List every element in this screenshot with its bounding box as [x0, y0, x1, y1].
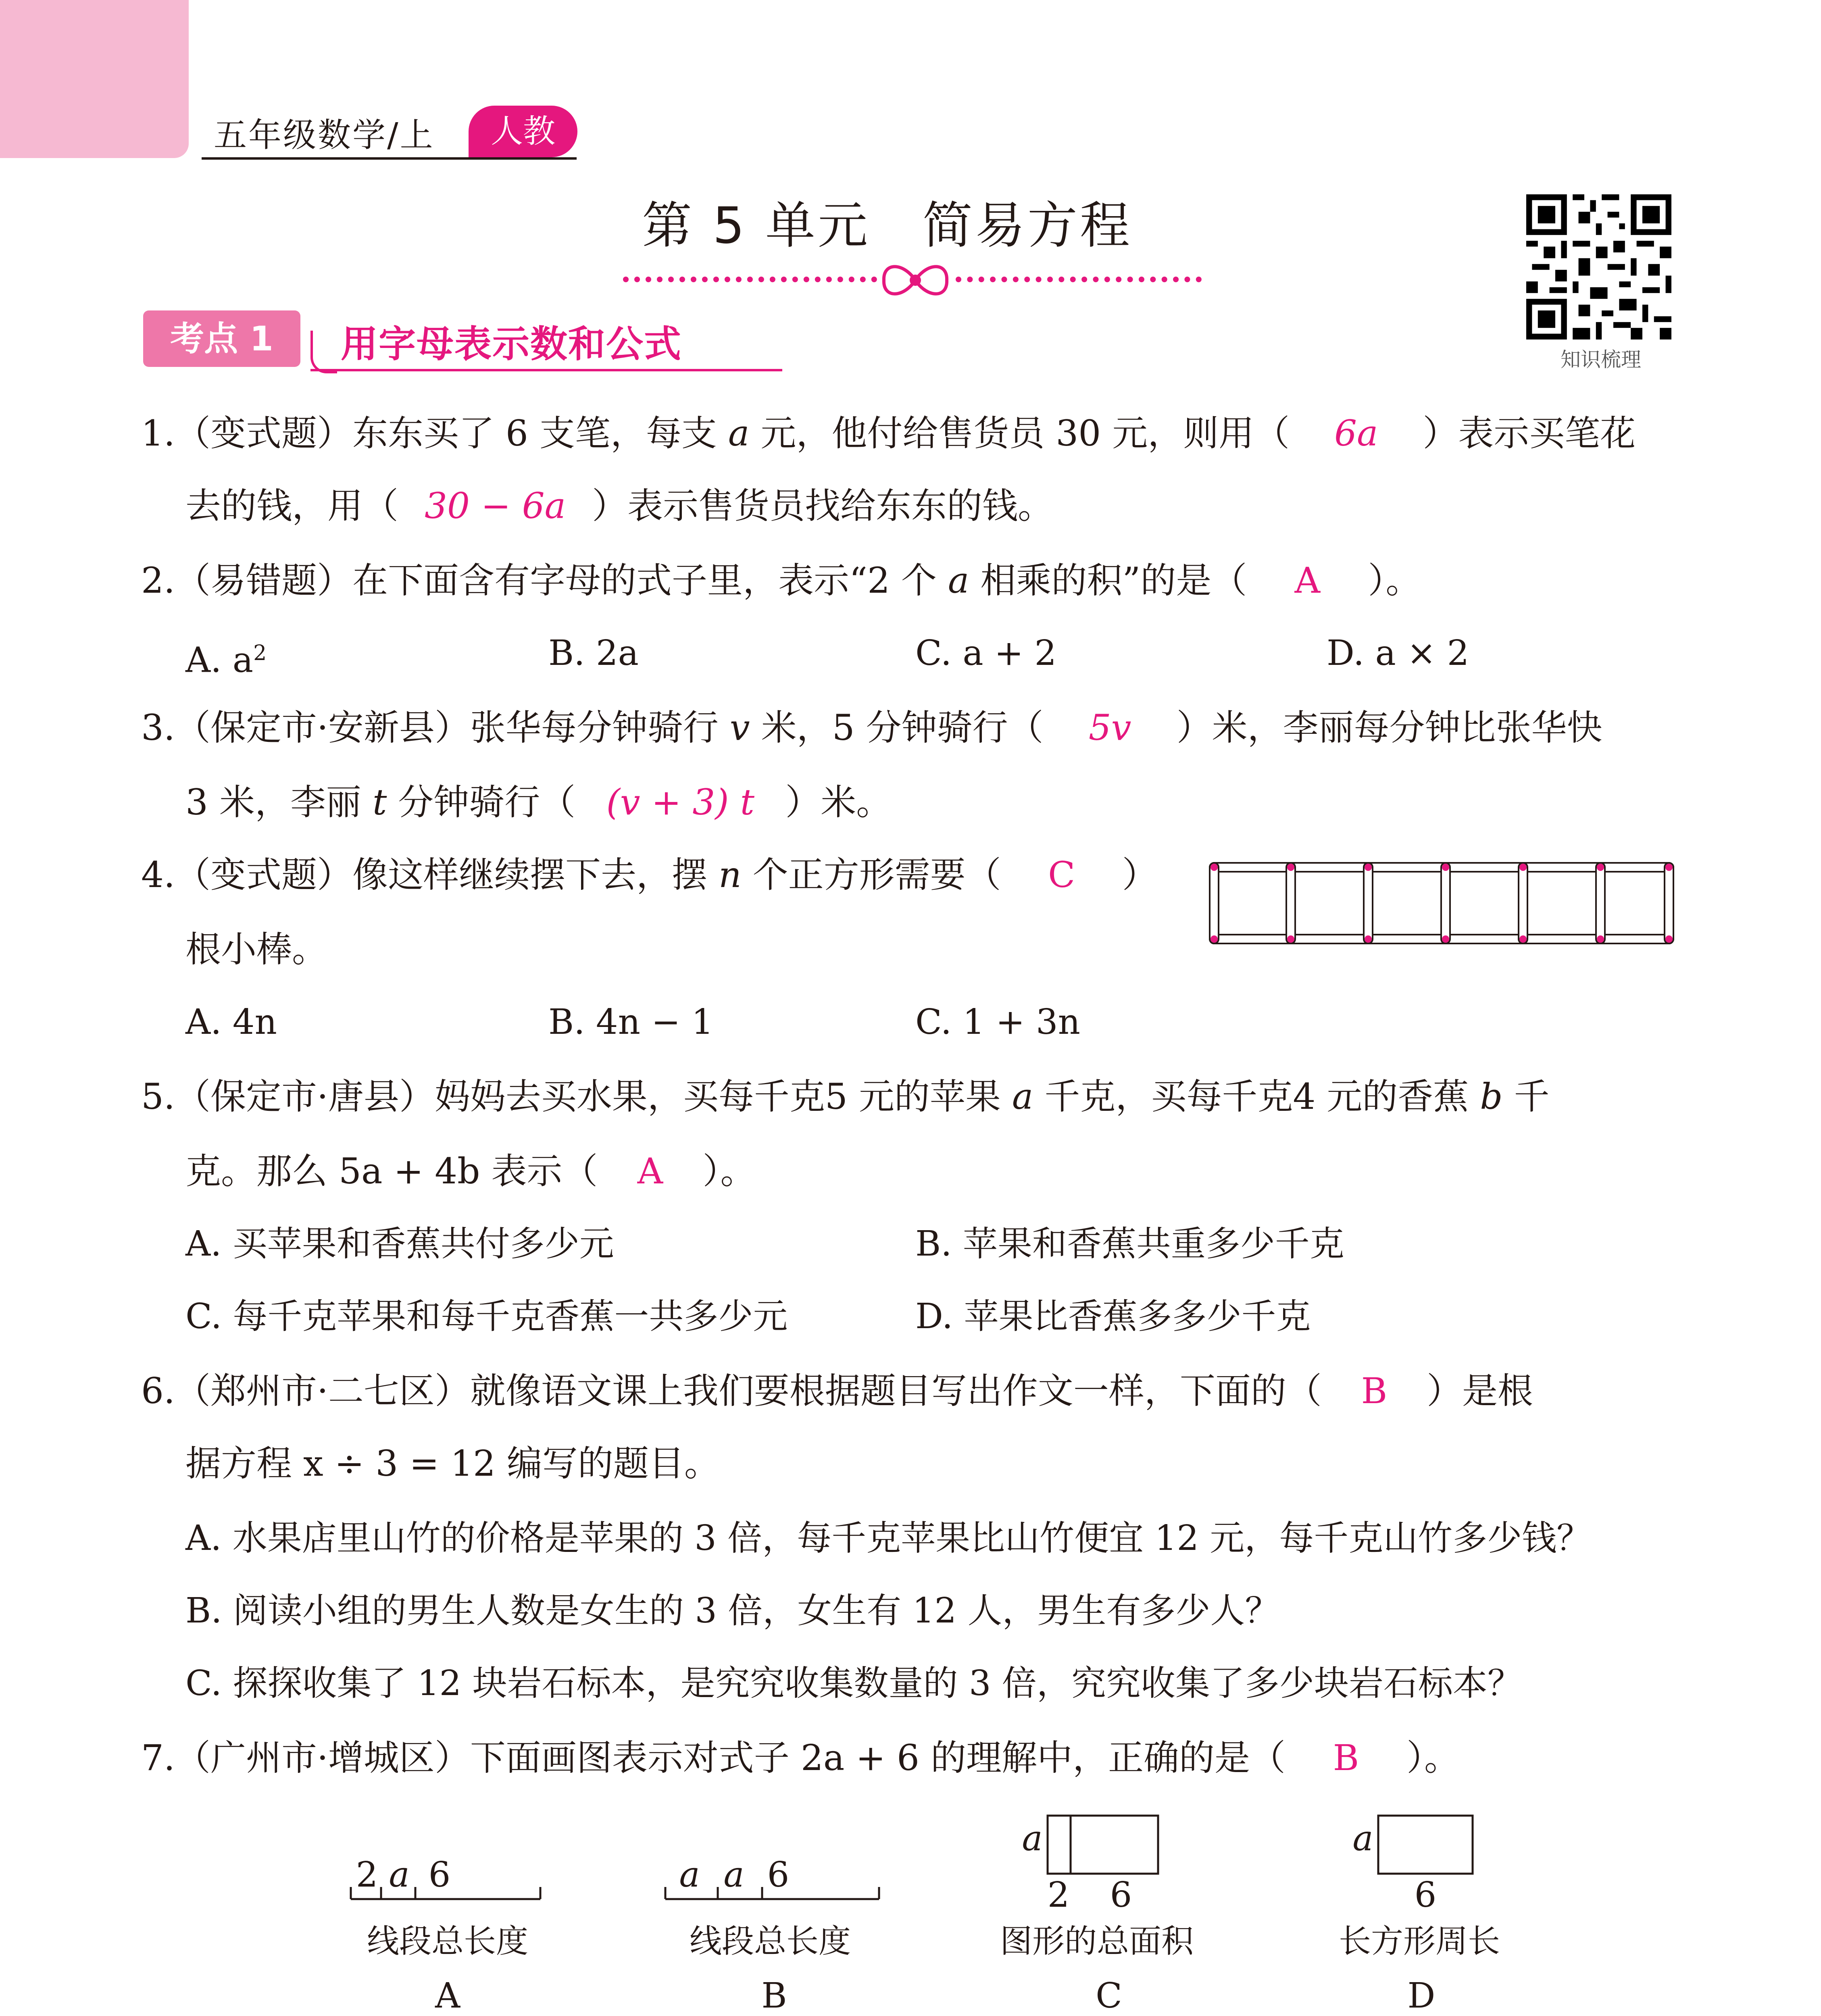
diagram-b-letter[interactable]: B: [761, 1976, 787, 2016]
diagram-d-letter[interactable]: D: [1407, 1976, 1436, 2016]
question-4-option-c[interactable]: C. 1 + 3n: [915, 1002, 1080, 1042]
diagram-c-letter[interactable]: C: [1096, 1976, 1122, 2016]
answer-blank[interactable]: C: [1048, 854, 1075, 896]
question-5-text: ）。: [702, 1150, 756, 1192]
question-3-text: ）米。: [785, 781, 892, 823]
book-title: 五年级数学/上: [214, 116, 435, 154]
question-2-option-b[interactable]: B. 2a: [548, 633, 639, 673]
diagram-a-segment: [347, 1855, 544, 1911]
question-1-text: ）表示售货员找给东东的钱。: [592, 485, 1054, 527]
question-5-line-1: [141, 1075, 1550, 1119]
rectangle-shape: [1377, 1814, 1482, 1879]
answer-blank[interactable]: B: [1333, 1737, 1359, 1779]
question-5-option-a[interactable]: A. 买苹果和香蕉共付多少元: [185, 1224, 614, 1264]
answer-blank[interactable]: A: [1294, 560, 1321, 601]
answer-blank[interactable]: A: [637, 1150, 663, 1192]
topic-tag: 考点 1: [143, 310, 300, 367]
question-2-option-d[interactable]: D. a × 2: [1327, 633, 1469, 673]
question-3-text: 3 米，李丽: [185, 781, 373, 823]
question-3-text: 3.（保定市·安新县）张华每分钟骑行: [141, 707, 730, 748]
variable: a: [728, 412, 750, 454]
variable: t: [372, 781, 387, 823]
diagram-a-letter[interactable]: A: [435, 1976, 460, 2016]
topic-underline: [310, 369, 782, 371]
question-2-line-1: [141, 558, 1421, 603]
diagram-c-caption: 图形的总面积: [1000, 1922, 1194, 1960]
question-1-text: ）表示买笔花: [1423, 412, 1636, 454]
question-3-text: ）米，李丽每分钟比张华快: [1176, 707, 1602, 748]
question-6-option-b[interactable]: B. 阅读小组的男生人数是女生的 3 倍，女生有 12 人，男生有多少人？: [185, 1591, 1280, 1631]
answer-blank[interactable]: (v + 3) t: [606, 781, 754, 823]
header-rule: [202, 157, 577, 160]
variable: b: [1480, 1076, 1503, 1117]
diagram-d-caption: 长方形周长: [1339, 1922, 1500, 1960]
diagram-a-caption: 线段总长度: [367, 1922, 528, 1960]
question-3-text: 分钟骑行（: [387, 781, 576, 823]
unit-title: 第 5 单元 简易方程: [642, 197, 1132, 255]
question-5-text: 千克，买每千克4 元的香蕉: [1033, 1076, 1480, 1117]
answer-blank[interactable]: 6a: [1334, 412, 1378, 454]
question-7-text: ）。: [1406, 1737, 1460, 1779]
question-6-text: 6.（郑州市·二七区）就像语文课上我们要根据题目写出作文一样，下面的（: [141, 1370, 1322, 1412]
segment-label: 6: [767, 1855, 790, 1895]
question-5-text: 克。那么 5a + 4b 表示（: [185, 1150, 598, 1192]
question-5-option-d[interactable]: D. 苹果比香蕉多多少千克: [915, 1296, 1311, 1337]
question-6-line-2: 据方程 x ÷ 3 = 12 编写的题目。: [185, 1443, 720, 1484]
question-1-text: 去的钱，用（: [185, 485, 399, 527]
title-dotted-rule-left: [623, 277, 877, 282]
question-2-text: 2.（易错题）在下面含有字母的式子里，表示“2 个: [141, 560, 948, 601]
question-5-line-2: [185, 1149, 756, 1193]
question-1-text: 元，他付给售货员 30 元，则用（: [749, 412, 1290, 454]
question-2-option-c[interactable]: C. a + 2: [915, 633, 1057, 673]
question-4-text: ）: [1122, 854, 1158, 896]
diagram-b-segment: [661, 1855, 887, 1911]
question-2-option-a[interactable]: [185, 631, 267, 683]
question-2-text: 相乘的积”的是（: [969, 560, 1247, 601]
question-5-text: 5.（保定市·唐县）妈妈去买水果，买每千克5 元的苹果: [141, 1076, 1012, 1117]
rect-side-label: a: [1352, 1818, 1373, 1859]
answer-blank[interactable]: 30 − 6a: [424, 485, 566, 527]
title-dotted-rule-right: [956, 277, 1202, 282]
question-3-line-2: [185, 780, 892, 825]
qr-code-icon[interactable]: [1526, 194, 1671, 339]
segment-label: a: [679, 1855, 700, 1895]
variable: v: [729, 707, 750, 748]
question-3-text: 米，5 分钟骑行（: [750, 707, 1044, 748]
option-text: A. a: [185, 640, 254, 681]
qr-caption: 知识梳理: [1561, 348, 1641, 371]
question-5-text: 千: [1502, 1076, 1550, 1117]
topic-underline-hook: [310, 331, 337, 373]
question-1-text: 1.（变式题）东东买了 6 支笔，每支: [141, 412, 728, 454]
answer-blank[interactable]: 5v: [1088, 707, 1131, 748]
bow-icon: [879, 258, 952, 302]
question-3-line-1: [141, 706, 1602, 750]
question-6-line-1: [141, 1369, 1533, 1413]
segment-label: 6: [428, 1855, 451, 1895]
question-1-line-1: [141, 411, 1636, 456]
rect-side-label: a: [1022, 1818, 1043, 1859]
superscript: 2: [253, 641, 267, 665]
answer-blank[interactable]: B: [1361, 1370, 1388, 1412]
question-6-text: ）是根: [1426, 1370, 1533, 1412]
matchstick-squares-figure: [1206, 859, 1677, 948]
variable: n: [718, 854, 742, 896]
question-4-text: 个正方形需要（: [741, 854, 1001, 896]
segment-label: a: [389, 1855, 410, 1895]
question-4-option-b[interactable]: B. 4n − 1: [548, 1002, 714, 1042]
question-4-text: 4.（变式题）像这样继续摆下去，摆: [141, 854, 719, 896]
question-5-option-c[interactable]: C. 每千克苹果和每千克香蕉一共多少元: [185, 1296, 788, 1337]
question-6-option-a[interactable]: A. 水果店里山竹的价格是苹果的 3 倍，每千克苹果比山竹便宜 12 元，每千克山竹多少钱？: [185, 1518, 1592, 1558]
diagram-d-figure: [1339, 1814, 1500, 1915]
rectangle-shape: [1046, 1814, 1167, 1879]
question-4-option-a[interactable]: A. 4n: [185, 1002, 277, 1042]
segment-label: a: [723, 1855, 744, 1895]
question-7-line-1: [141, 1736, 1460, 1780]
variable: a: [948, 560, 969, 601]
question-7-text: 7.（广州市·增城区）下面画图表示对式子 2a + 6 的理解中，正确的是（: [141, 1737, 1286, 1779]
diagram-b-caption: 线段总长度: [690, 1922, 851, 1960]
edition-badge: 人教: [469, 106, 577, 157]
corner-tab: [0, 0, 189, 158]
rect-bottom-label: 6: [1110, 1875, 1132, 1915]
question-4-line-1: [141, 853, 1158, 897]
diagram-c-figure: [1012, 1814, 1173, 1915]
question-1-line-2: [185, 484, 1053, 528]
question-4-line-2: 根小棒。: [185, 929, 328, 970]
rect-bottom-label: 6: [1414, 1875, 1437, 1915]
segment-label: 2: [356, 1855, 378, 1895]
rect-bottom-label: 2: [1047, 1875, 1070, 1915]
topic-title: 用字母表示数和公式: [341, 323, 682, 366]
question-6-option-c[interactable]: C. 探探收集了 12 块岩石标本，是究究收集数量的 3 倍，究究收集了多少块岩石标本？: [185, 1663, 1522, 1704]
variable: a: [1012, 1076, 1033, 1117]
question-2-text: ）。: [1368, 560, 1421, 601]
question-5-option-b[interactable]: B. 苹果和香蕉共重多少千克: [915, 1224, 1344, 1264]
